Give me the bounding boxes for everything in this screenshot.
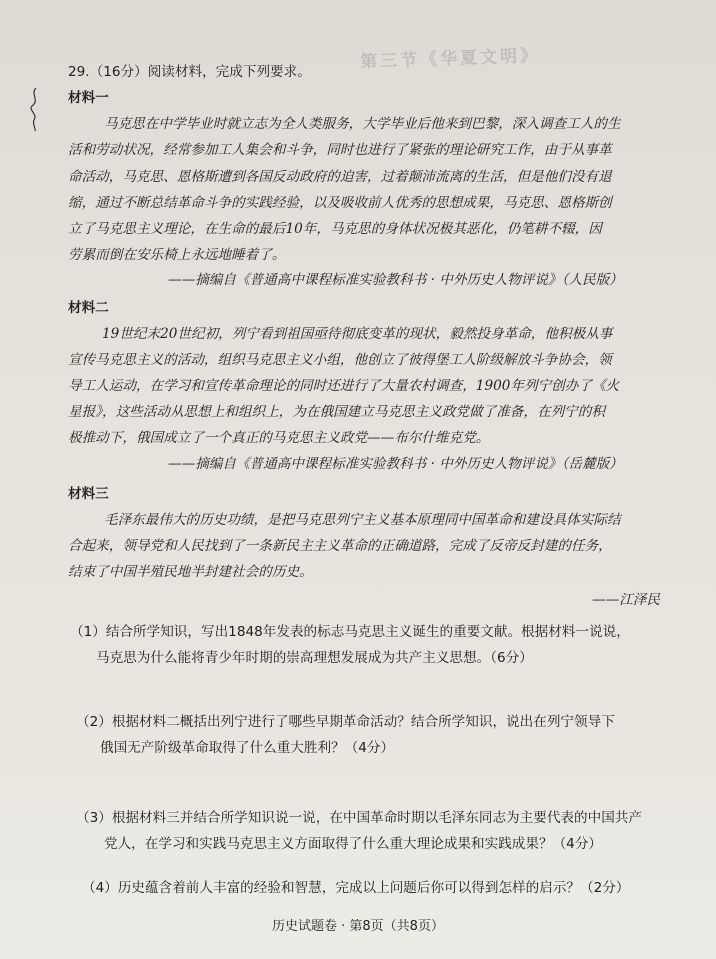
material3-line: 合起来，领导党和人民找到了一条新民主主义革命的正确道路，完成了反帝反封建的任务， xyxy=(68,538,612,554)
page-footer: 历史试题卷 · 第8页（共8页） xyxy=(272,919,444,934)
material1-line: 立了马克思主义理论，在生命的最后10年，马克思的身体状况极其恶化，仍笔耕不辍，因 xyxy=(68,221,602,237)
material1-line: 马克思在中学毕业时就立志为全人类服务，大学毕业后他来到巴黎，深入调查工人的生 xyxy=(104,116,621,132)
subquestion-1-line1: （1）结合所学知识，写出1848年发表的标志马克思主义诞生的重要文献。根据材料一说说， xyxy=(70,624,630,640)
subquestion-2-line2: 俄国无产阶级革命取得了什么重大胜利？（4分） xyxy=(100,740,395,756)
subquestion-1-line2: 马克思为什么能将青少年时期的崇高理想发展成为共产主义思想。（6分） xyxy=(96,650,533,666)
material3-line: 毛泽东最伟大的历史功绩，是把马克思列宁主义基本原理同中国革命和建设具体实际结 xyxy=(104,512,621,528)
subquestion-2-line1: （2）根据材料二概括出列宁进行了哪些早期革命活动？结合所学知识，说出在列宁领导下 xyxy=(76,714,615,730)
question-header: 29.（16分）阅读材料，完成下列要求。 xyxy=(68,64,311,80)
material2-source: ——摘编自《普通高中课程标准实验教科书 · 中外历史人物评说》（岳麓版） xyxy=(168,456,623,472)
subquestion-4-line1: （4）历史蕴含着前人丰富的经验和智慧，完成以上问题后你可以得到怎样的启示？（2分） xyxy=(82,880,630,896)
material3-source: ——江泽民 xyxy=(592,592,660,608)
material1-line: 活和劳动状况，经常参加工人集会和斗争，同时也进行了紧张的理论研究工作，由于从事革 xyxy=(68,142,612,158)
bleed-through-text: 第三节《华夏文明》 xyxy=(359,45,541,73)
material1-line: 劳累而倒在安乐椅上永远地睡着了。 xyxy=(68,247,286,263)
material2-line: 19世纪末20世纪初，列宁看到祖国亟待彻底变革的现状，毅然投身革命，他积极从事 xyxy=(102,326,613,342)
material1-title: 材料一 xyxy=(68,90,109,106)
material1-source: ——摘编自《普通高中课程标准实验教科书 · 中外历史人物评说》（人民版） xyxy=(168,272,623,288)
material2-line: 星报》，这些活动从思想上和组织上，为在俄国建立马克思主义政党做了准备，在列宁的积 xyxy=(68,404,605,420)
pen-mark-icon xyxy=(26,86,44,132)
material1-line: 缩，通过不断总结革命斗争的实践经验，以及吸收前人优秀的思想成果，马克思、恩格斯创 xyxy=(68,195,612,211)
material3-line: 结束了中国半殖民地半封建社会的历史。 xyxy=(68,564,313,580)
material1-line: 命活动，马克思、恩格斯遭到各国反动政府的迫害，过着颠沛流离的生活，但是他们没有退 xyxy=(68,169,612,185)
subquestion-3-line1: （3）根据材料三并结合所学知识说一说，在中国革命时期以毛泽东同志为主要代表的中国共产 xyxy=(76,810,642,826)
material2-line: 极推动下，俄国成立了一个真正的马克思主义政党——布尔什维克党。 xyxy=(68,430,490,446)
material2-line: 导工人运动，在学习和宣传革命理论的同时还进行了大量农村调查，1900年列宁创办了《火 xyxy=(68,378,620,394)
subquestion-3-line2: 党人，在学习和实践马克思主义方面取得了什么重大理论成果和实践成果？（4分） xyxy=(104,836,603,852)
material3-title: 材料三 xyxy=(68,486,109,502)
material2-title: 材料二 xyxy=(68,300,109,316)
material2-line: 宣传马克思主义的活动，组织马克思主义小组，他创立了彼得堡工人阶级解放斗争协会，领 xyxy=(68,352,612,368)
